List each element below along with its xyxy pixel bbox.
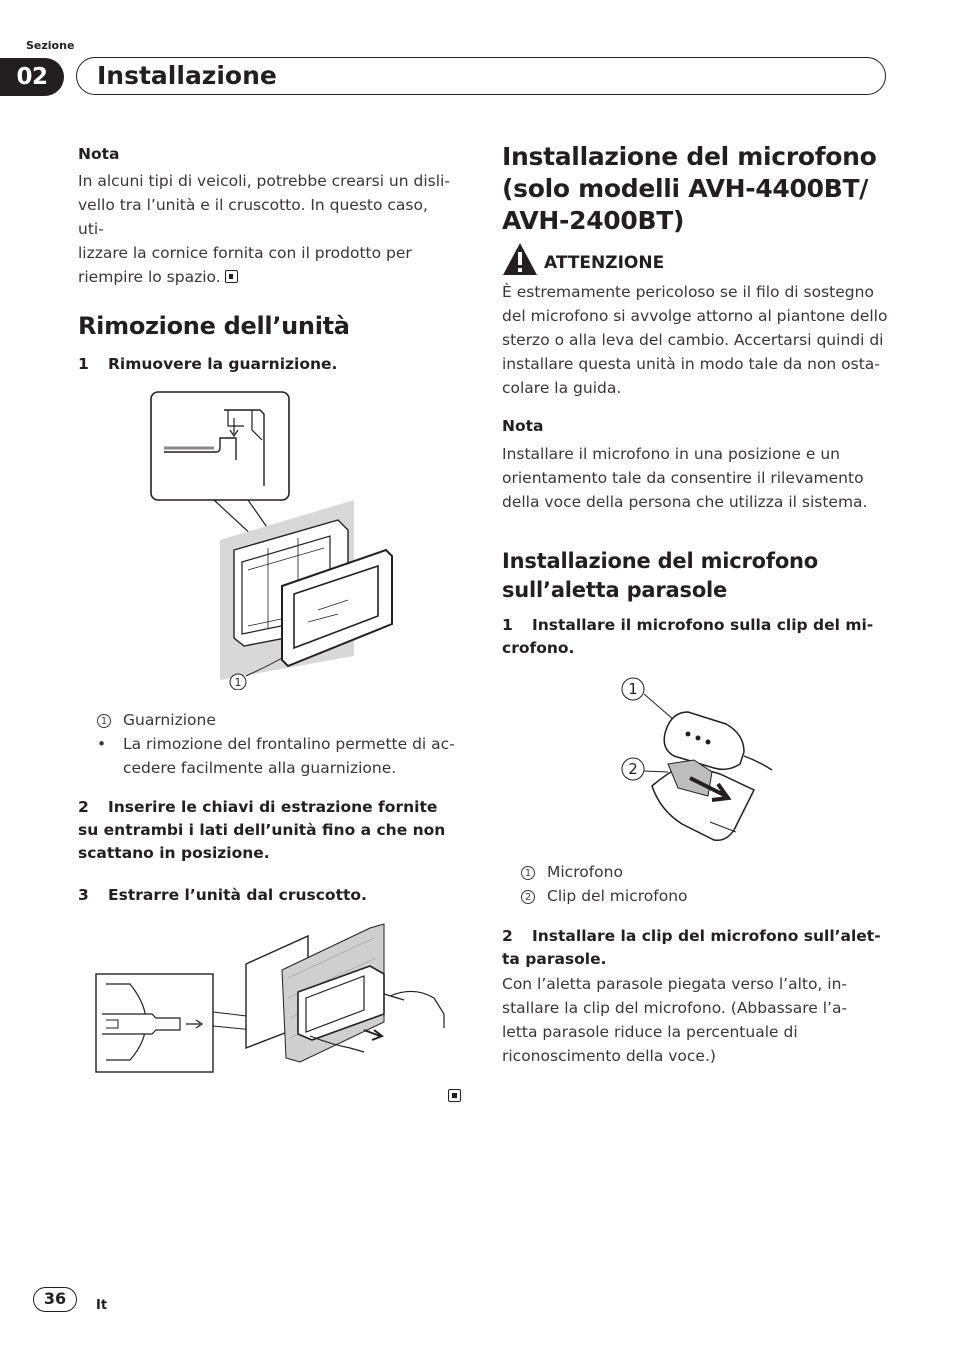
legend-item-clip: 2 Clip del microfono (521, 884, 688, 908)
caution-body: È estremamente pericoloso se il filo di sostegno del microfono si avvolge attorno al piantone dello sterzo o alla leva del cambio. Accertarsi quindi di installare questa unità in modo tale da non osta- colare la guida. (502, 283, 888, 397)
figure-callout: 1 (234, 676, 242, 689)
note-body: Installare il microfono in una posizione e un orientamento tale da consentire il rilevamento della voce della persona che utilizza il sistema. (502, 445, 868, 511)
trim-ring-removal-figure (148, 390, 398, 690)
unit-extraction-figure (94, 918, 464, 1078)
step-1: 1 Rimuovere la guarnizione. (78, 355, 338, 373)
end-mark-icon (448, 1089, 461, 1102)
right-step-2: 2 Installare la clip del microfono sull’alet- ta parasole. (502, 927, 881, 968)
callout-number: 1 (521, 866, 535, 880)
section-number-badge: 02 (0, 58, 64, 96)
right-step-1: 1 Installare il microfono sulla clip del mi- crofono. (502, 616, 874, 657)
bullet-item: • La rimozione del frontalino permette di ac- cedere facilmente alla guarnizione. (97, 735, 455, 777)
callout-number: 2 (521, 890, 535, 904)
warning-icon (502, 242, 538, 276)
note-body: In alcuni tipi di veicoli, potrebbe crearsi un disli- vello tra l’unità e il cruscotto. In questo caso, uti- lizzare la cornice fornita con il prodotto per riempire lo spazio. (78, 172, 450, 286)
step-2: 2 Inserire le chiavi di estrazione fornite su entrambi i lati dell’unità fino a che non scattano in posizione. (78, 798, 446, 862)
end-mark-icon (225, 270, 238, 283)
figure-callout-2: 2 (628, 760, 638, 778)
legend-item: 1 Guarnizione (97, 708, 216, 732)
sun-visor-heading: Installazione del microfono sull’aletta parasole (502, 549, 819, 602)
callout-number: 1 (97, 714, 111, 728)
language-code: It (96, 1298, 108, 1313)
removal-heading: Rimozione dell’unità (78, 312, 350, 340)
note-heading: Nota (502, 417, 544, 435)
note-heading: Nota (78, 145, 120, 163)
step-3: 3 Estrarre l’unità dal cruscotto. (78, 886, 367, 904)
microphone-installation-heading: Installazione del microfono (solo modelli AVH-4400BT/ AVH-2400BT) (502, 142, 877, 235)
section-title: Installazione (97, 61, 277, 90)
legend-item-microphone: 1 Microfono (521, 860, 623, 884)
microphone-clip-figure (616, 672, 786, 852)
right-step-2-body: Con l’aletta parasole piegata verso l’alto, in- stallare la clip del microfono. (Abbassare l’a- letta parasole riduce la percentuale di riconoscimento della voce.) (502, 975, 848, 1065)
page-number: 36 (33, 1287, 77, 1312)
caution-label: ATTENZIONE (544, 253, 665, 273)
section-label: Sezione (26, 39, 75, 52)
figure-callout-1: 1 (628, 680, 638, 698)
